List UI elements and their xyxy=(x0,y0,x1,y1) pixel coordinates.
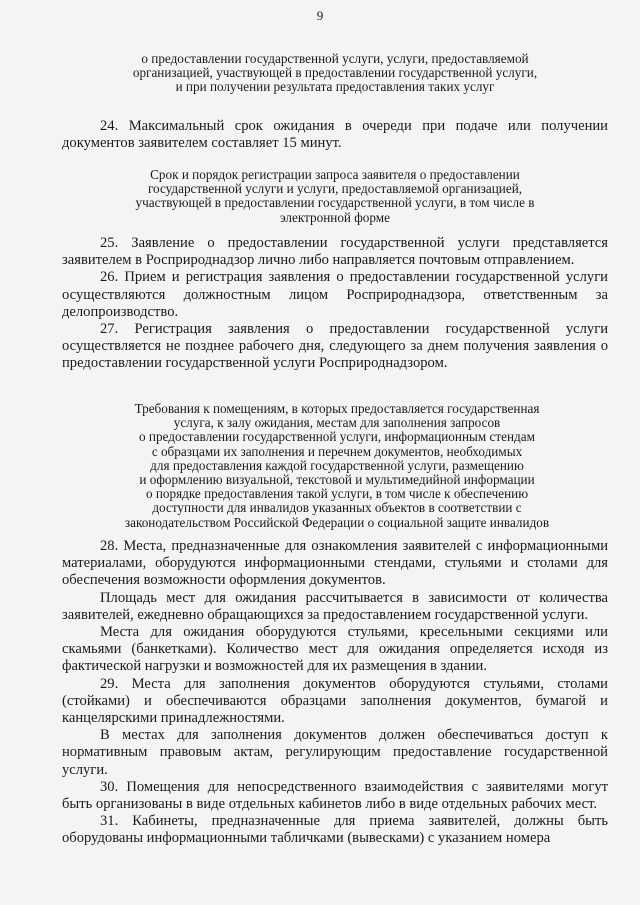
paragraph-28: 28. Места, предназначенные для ознакомления заявителей с информационными материалами, оборудуются информационными стендами, стульями и столами для обеспечения возможности оформления документов. xyxy=(62,538,608,589)
heading-line: услуга, к залу ожидания, местам для заполнения запросов xyxy=(173,415,501,431)
heading-line: для предоставления каждой государственной услуги, размещению xyxy=(150,457,524,473)
paragraph-29: 29. Места для заполнения документов оборудуются стульями, столами (стойками) и обеспечиваются образцами заполнения документов, бумагой и канцелярскими принадлежностями. xyxy=(62,675,608,727)
heading-line: с образцами их заполнения и перечнем документов, необходимых xyxy=(151,443,523,459)
paragraph-24: 24. Максимальный срок ожидания в очереди при подаче или получении документов заявителем составляет 15 минут. xyxy=(62,118,608,152)
heading-line: о порядке предоставления такой услуги, в том числе к обеспечению xyxy=(145,486,529,502)
paragraph-28-area: Площадь мест для ожидания рассчитывается в зависимости от количества заявителей, ежедневно обращающихся за предоставлением государственной услуги. xyxy=(62,589,608,623)
section-heading-queue xyxy=(90,52,580,95)
paragraph-29-access: В местах для заполнения документов должен обеспечиваться доступ к нормативным правовым актам, регулирующим предоставление государственной услуги. xyxy=(62,727,608,778)
paragraph-block-25-27 xyxy=(62,235,608,373)
section-heading-premises xyxy=(92,402,582,530)
heading-line: участвующей в предоставлении государственной услуги, в том числе в xyxy=(135,195,535,211)
heading-line: государственной услуги и услуги, предоставляемой организацией, xyxy=(147,181,523,197)
paragraph-31: 31. Кабинеты, предназначенные для приема заявителей, должны быть оборудованы информационными табличками (вывесками) с указанием номера xyxy=(62,813,608,847)
heading-line: и оформлению визуальной, текстовой и мультимедийной информации xyxy=(139,472,535,488)
paragraph-block-24 xyxy=(62,118,608,152)
heading-line: организацией, участвующей в предоставлении государственной услуги, xyxy=(132,65,538,81)
heading-line: о предоставлении государственной услуги, услуги, предоставляемой xyxy=(141,51,529,66)
heading-line: доступности для инвалидов указанных объектов в соответствии с xyxy=(152,500,522,516)
heading-line: законодательством Российской Федерации о социальной защите инвалидов xyxy=(124,514,550,530)
paragraph-26: 26. Прием и регистрация заявления о предоставлении государственной услуги осуществляются должностным лицом Росприроднадзора, ответственным за делопроизводство. xyxy=(62,269,608,320)
heading-line: и при получении результата предоставления таких услуг xyxy=(175,79,495,95)
paragraph-25: 25. Заявление о предоставлении государственной услуги представляется заявителем в Росприроднадзор лично либо направляется почтовым отправлением. xyxy=(62,235,608,269)
paragraph-27: 27. Регистрация заявления о предоставлении государственной услуги осуществляется не позднее рабочего дня, следующего за днем получения заявления о предоставлении государственной услуги Росприроднадзором. xyxy=(62,321,608,372)
heading-line: электронной форме xyxy=(280,209,390,225)
paragraph-block-28-31 xyxy=(62,538,608,848)
page-number: 9 xyxy=(316,8,324,23)
heading-line: Требования к помещениям, в которых предоставляется государственная xyxy=(134,401,540,416)
section-heading-registration xyxy=(100,168,570,225)
paragraph-30: 30. Помещения для непосредственного взаимодействия с заявителями могут быть организованы в виде отдельных кабинетов либо в виде отдельных рабочих мест. xyxy=(62,778,608,813)
paragraph-28-seats: Места для ожидания оборудуются стульями, кресельными секциями или скамьями (банкетками). Количество мест для ожидания определяется исходя из фактической нагрузки и возможностей для их размещения в здании. xyxy=(62,624,608,675)
heading-line: Срок и порядок регистрации запроса заявителя о предоставлении xyxy=(150,167,520,182)
heading-line: о предоставлении государственной услуги, информационным стендам xyxy=(139,429,535,445)
